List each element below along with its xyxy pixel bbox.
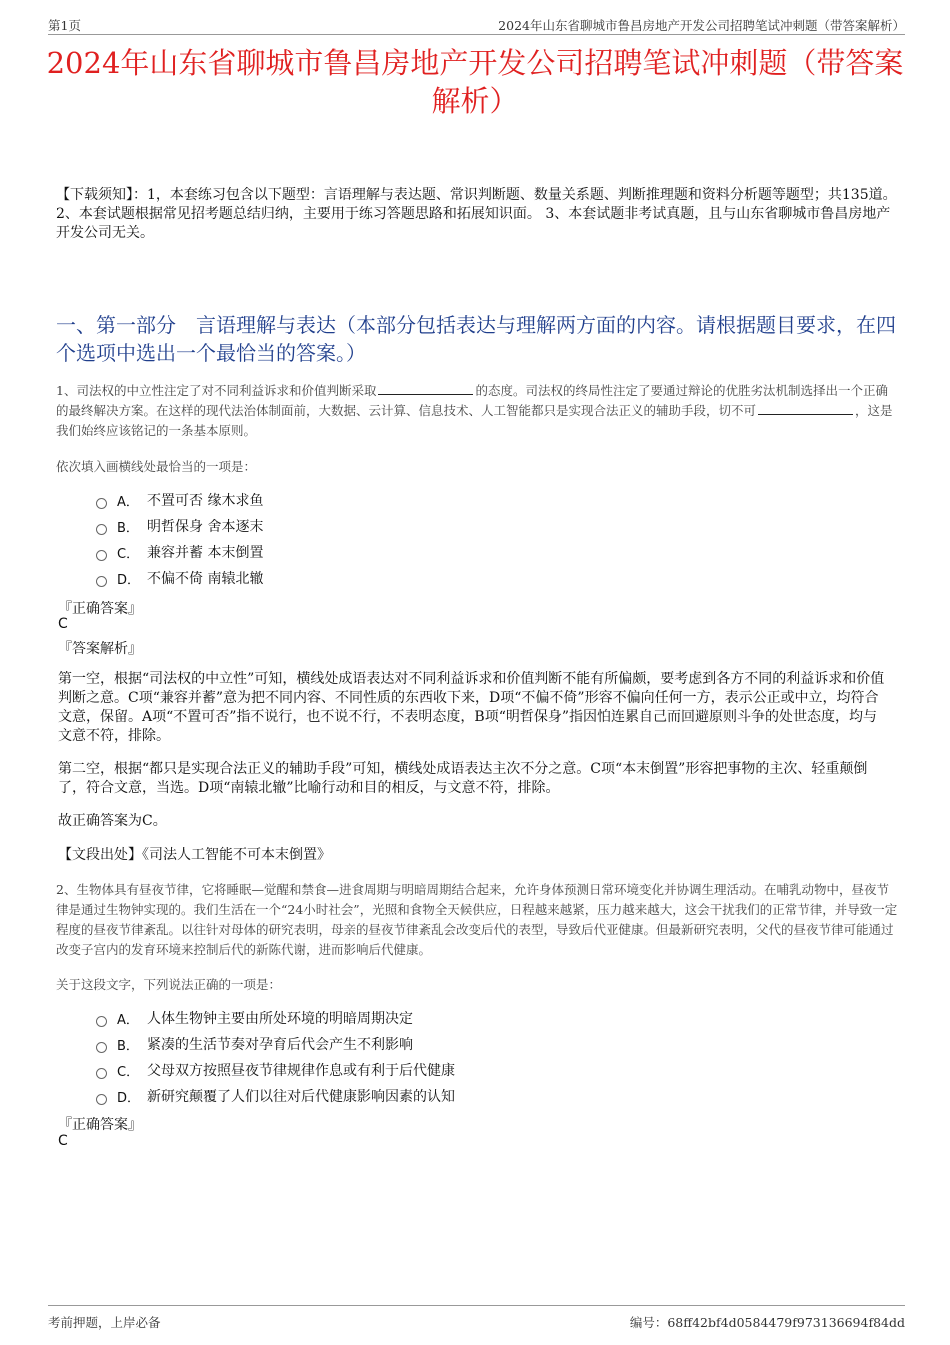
analysis-conclusion: 故正确答案为C。 (58, 813, 167, 829)
answer-label: 『正确答案』 (58, 601, 142, 617)
question-1-part3: ，这是我们始终应该铭记的一条基本原则。 (56, 403, 893, 438)
option-a[interactable]: A． 人体生物钟主要由所处环境的明暗周期决定 (96, 1005, 455, 1031)
section-heading: 一、第一部分 言语理解与表达（本部分包括表达与理解两方面的内容。请根据题目要求，在四个选项中选出一个最恰当的答案。） (56, 313, 896, 365)
radio-icon[interactable] (96, 524, 107, 535)
fill-blank-1 (378, 382, 473, 395)
option-b[interactable]: B． 紧凑的生活节奏对孕育后代会产生不利影响 (96, 1031, 455, 1057)
option-c[interactable]: C． 父母双方按照昼夜节律规律作息或有利于后代健康 (96, 1057, 455, 1083)
question-1-options (96, 487, 263, 591)
question-1-part2: 的态度。司法权的终局性注定了要通过辩论的优胜劣汰机制选择出一个正确的最终解决方案。在这样的现代法治体制面前，大数据、云计算、信息技术、人工智能都只是实现合法正义的辅助手段，切不可 (56, 383, 888, 418)
page-header (48, 14, 905, 35)
option-a[interactable]: A． 不置可否 缘木求鱼 (96, 487, 263, 513)
option-d[interactable]: D． 新研究颠覆了人们以往对后代健康影响因素的认知 (96, 1083, 455, 1109)
download-notice: 【下载须知】：1，本套练习包含以下题型：言语理解与表达题、常识判断题、数量关系题、判断推理题和资料分析题等题型；共135道。 2、本套试题根据常见招考题总结归纳，主要用于练习答题思路和拓展知识面。 3、本套试题非考试真题，且与山东省聊城市鲁昌房地产开发公司无关。 (56, 187, 897, 241)
source-citation: 【文段出处】《司法人工智能不可本末倒置》 (58, 847, 331, 863)
question-2-text: 2、生物体具有昼夜节律，它将睡眠—觉醒和禁食—进食周期与明暗周期结合起来，允许身体预测日常环境变化并协调生理活动。在哺乳动物中，昼夜节律是通过生物钟实现的。我们生活在一个“24小时社会”，光照和食物全天候供应，日程越来越紧，压力越来越大，这会干扰我们的正常节律，并导致一定程度的昼夜节律紊乱。以往针对母体的研究表明，母亲的昼夜节律紊乱会改变后代的表型，导致后代亚健康。但最新研究表明，父代的昼夜节律可能通过改变子宫内的发育环境来控制后代的新陈代谢，进而影响后代健康。 (56, 882, 898, 957)
page-footer (48, 1305, 905, 1330)
question-1-instruction: 依次填入画横线处最恰当的一项是： (56, 459, 257, 474)
header-doc-title: 2024年山东省聊城市鲁昌房地产开发公司招聘笔试冲刺题（带答案解析） (498, 18, 905, 33)
option-text: 父母双方按照昼夜节律规律作息或有利于后代健康 (147, 1063, 455, 1079)
question-1-part1: 1、司法权的中立性注定了对不同利益诉求和价值判断采取 (56, 383, 377, 398)
answer-value: C (58, 1133, 68, 1149)
radio-icon[interactable] (96, 1094, 107, 1105)
option-d[interactable]: D． 不偏不倚 南辕北辙 (96, 565, 263, 591)
option-text: 不偏不倚 南辕北辙 (147, 571, 264, 587)
document-title: 2024年山东省聊城市鲁昌房地产开发公司招聘笔试冲刺题（带答案解析） (46, 46, 904, 118)
page-number: 第1页 (48, 18, 81, 33)
question-2-options (96, 1005, 455, 1109)
analysis-label: 『答案解析』 (58, 641, 142, 657)
radio-icon[interactable] (96, 1016, 107, 1027)
footer-slogan: 考前押题，上岸必备 (48, 1315, 161, 1330)
radio-icon[interactable] (96, 550, 107, 561)
option-text: 人体生物钟主要由所处环境的明暗周期决定 (147, 1011, 413, 1027)
option-text: 紧凑的生活节奏对孕育后代会产生不利影响 (147, 1037, 413, 1053)
footer-doc-id: 编号：68ff42bf4d0584479f973136694f84dd (629, 1315, 905, 1330)
radio-icon[interactable] (96, 1042, 107, 1053)
option-text: 不置可否 缘木求鱼 (147, 493, 264, 509)
option-c[interactable]: C． 兼容并蓄 本末倒置 (96, 539, 263, 565)
option-text: 兼容并蓄 本末倒置 (147, 545, 264, 561)
answer-label: 『正确答案』 (58, 1117, 142, 1133)
radio-icon[interactable] (96, 498, 107, 509)
answer-value: C (58, 616, 68, 632)
option-text: 新研究颠覆了人们以往对后代健康影响因素的认知 (147, 1089, 455, 1105)
option-b[interactable]: B． 明哲保身 舍本逐末 (96, 513, 263, 539)
fill-blank-2 (758, 402, 853, 415)
analysis-paragraph-2: 第二空，根据“都只是实现合法正义的辅助手段”可知，横线处成语表达主次不分之意。C项“本末倒置”形容把事物的主次、轻重颠倒了，符合文意，当选。D项“南辕北辙”比喻行动和目的相反，与文意不符，排除。 (58, 761, 868, 796)
radio-icon[interactable] (96, 1068, 107, 1079)
analysis-paragraph-1: 第一空，根据“司法权的中立性”可知，横线处成语表达对不同利益诉求和价值判断不能有所偏颇，要考虑到各方不同的利益诉求和价值判断之意。C项“兼容并蓄”意为把不同内容、不同性质的东西收下来，D项“不偏不倚”形容不偏向任何一方，表示公正或中立，均符合文意，保留。A项“不置可否”指不说行，也不说不行，不表明态度，B项“明哲保身”指因怕连累自己而回避原则斗争的处世态度，均与文意不符，排除。 (58, 671, 885, 744)
question-1-text (56, 381, 898, 441)
radio-icon[interactable] (96, 576, 107, 587)
option-text: 明哲保身 舍本逐末 (147, 519, 264, 535)
question-2-instruction: 关于这段文字，下列说法正确的一项是： (56, 977, 282, 992)
